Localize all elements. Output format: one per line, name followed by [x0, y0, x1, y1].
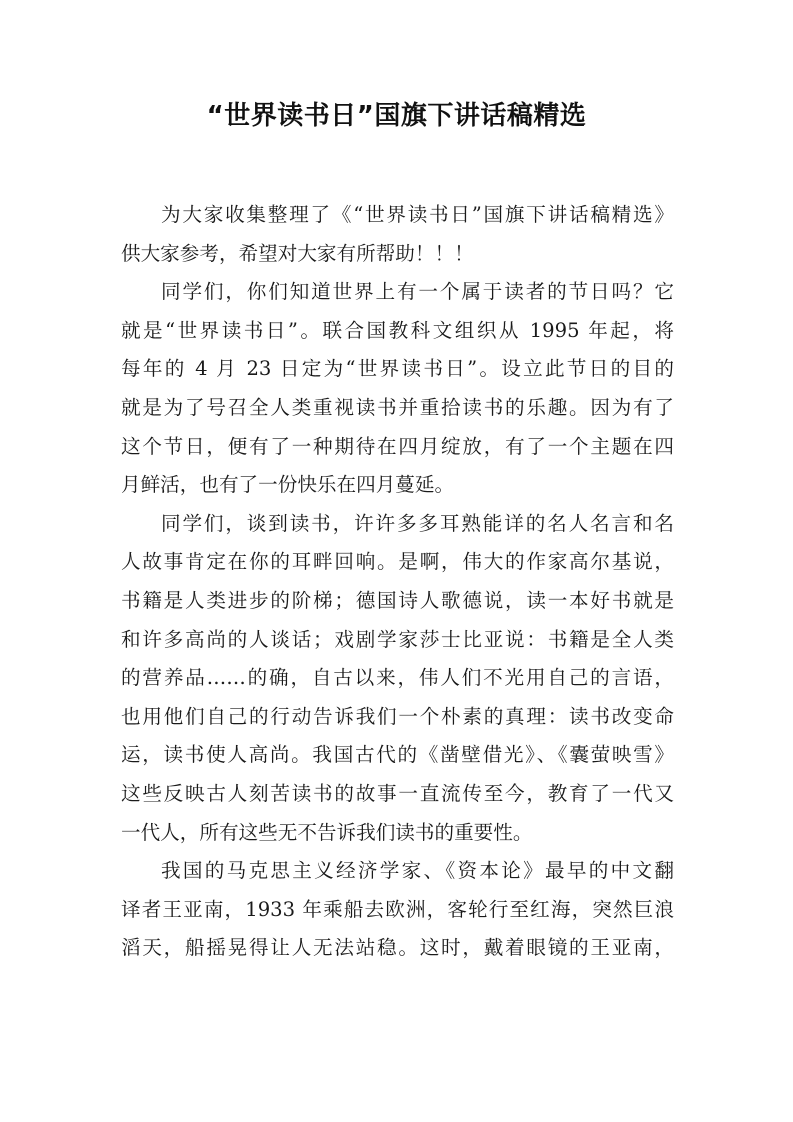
text-line: 也用他们自己的行动告诉我们一个朴素的真理：读书改变命	[121, 704, 674, 728]
text-line: 和许多高尚的人谈话；戏剧学家莎士比亚说：书籍是全人类	[121, 627, 674, 651]
text-line: 就是“世界读书日”。联合国教科文组织从 1995 年起，将	[121, 318, 674, 342]
text-line: 为大家收集整理了《“世界读书日”国旗下讲话稿精选》	[161, 203, 674, 226]
document-body	[121, 196, 674, 968]
text-line: 人故事肯定在你的耳畔回响。是啊，伟大的作家高尔基说，	[121, 550, 674, 574]
paragraph-world-book-day	[121, 273, 674, 505]
text-line: 每年的 4 月 23 日定为“世界读书日”。设立此节日的目的	[121, 357, 674, 381]
text-line: 滔天，船摇晃得让人无法站稳。这时，戴着眼镜的王亚南，	[121, 936, 674, 960]
text-line: 同学们，你们知道世界上有一个属于读者的节日吗？它	[161, 280, 674, 304]
text-line: 就是为了号召全人类重视读书并重拾读书的乐趣。因为有了	[121, 395, 674, 419]
paragraph-intro	[121, 196, 674, 273]
text-line: 供大家参考，希望对大家有所帮助！！！	[121, 241, 474, 265]
document-title: “世界读书日”国旗下讲话稿精选	[206, 101, 587, 131]
paragraph-famous-quotes	[121, 505, 674, 852]
text-line: 这个节日，便有了一种期待在四月绽放，有了一个主题在四	[121, 434, 674, 458]
text-line: 的营养品……的确，自古以来，伟人们不光用自己的言语，	[121, 666, 674, 690]
text-line: 译者王亚南，1933 年乘船去欧洲，客轮行至红海，突然巨浪	[121, 897, 674, 921]
text-line: 运，读书使人高尚。我国古代的《凿壁借光》、《囊萤映雪》	[121, 743, 674, 767]
text-line: 同学们，谈到读书，许许多多耳熟能详的名人名言和名	[161, 511, 674, 535]
text-line: 我国的马克思主义经济学家、《资本论》最早的中文翻	[161, 859, 674, 883]
text-line: 一代人，所有这些无不告诉我们读书的重要性。	[121, 820, 533, 844]
text-line: 月鲜活，也有了一份快乐在四月蔓延。	[121, 473, 455, 497]
paragraph-wang-yanan	[121, 852, 674, 968]
text-line: 书籍是人类进步的阶梯；德国诗人歌德说，读一本好书就是	[121, 588, 674, 612]
text-line: 这些反映古人刻苦读书的故事一直流传至今，教育了一代又	[121, 781, 674, 805]
